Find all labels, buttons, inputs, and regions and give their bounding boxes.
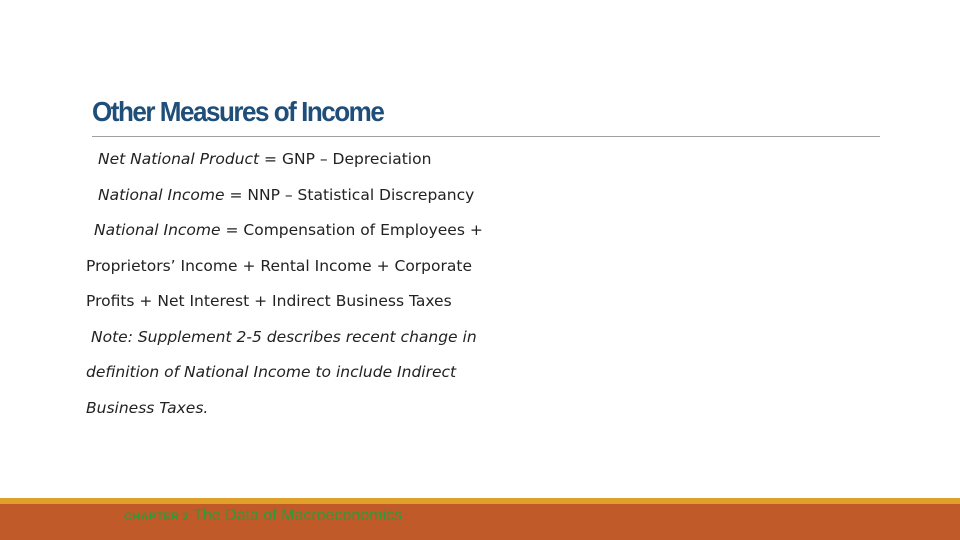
note-text: Business Taxes. <box>86 399 209 417</box>
formula-components-cont: Proprietors’ Income + Rental Income + Corporate <box>86 257 472 275</box>
formula-national-income: = NNP – Statistical Discrepancy <box>224 186 475 204</box>
note-line-2 <box>86 363 456 381</box>
footer-chapter: CHAPTER 2 <box>124 511 190 523</box>
body-line-3 <box>94 221 483 239</box>
body-line-5 <box>86 292 452 310</box>
term-national-income: National Income <box>94 221 221 239</box>
body-line-4 <box>86 257 472 275</box>
note-text: definition of National Income to include Indirect <box>86 363 457 381</box>
footer-caption <box>124 507 402 525</box>
term-national-income: National Income <box>98 186 225 204</box>
note-line-3 <box>86 399 208 417</box>
title-divider <box>92 136 880 137</box>
footer-chapter-title: The Data of Macroeconomics <box>193 507 403 524</box>
body-line-2 <box>98 186 474 204</box>
formula-components: = Compensation of Employees + <box>220 221 483 239</box>
note-line-1 <box>91 328 477 346</box>
formula-nnp: = GNP – Depreciation <box>259 150 432 168</box>
slide-title: Other Measures of Income <box>92 96 384 127</box>
note-text: Note: Supplement 2-5 describes recent change in <box>91 328 477 346</box>
formula-components-end: Profits + Net Interest + Indirect Business Taxes <box>86 292 452 310</box>
body-line-1 <box>98 150 431 168</box>
term-net-national-product: Net National Product <box>98 150 260 168</box>
